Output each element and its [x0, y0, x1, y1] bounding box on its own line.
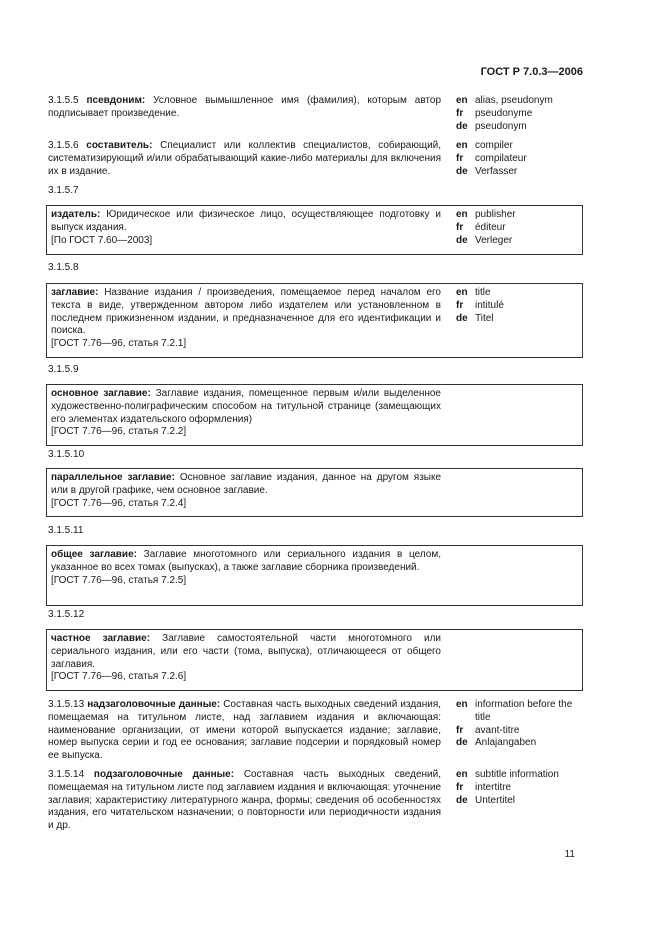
translations-information-before-title: en information before the title fr avant-titre de Anlaįangaben — [456, 699, 573, 749]
translations-publisher: en publisher fr éditeur de Verleger — [456, 209, 516, 246]
entry-reference: [ГОСТ 7.76—96, статья 7.2.4] — [51, 497, 187, 509]
translations-subtitle-information: en subtitle information fr intertitre de Untertitel — [456, 769, 559, 806]
entry-number: 3.1.5.7 — [48, 185, 79, 196]
entry-term: подзаголовочные данные: — [93, 769, 235, 780]
entry-number: 3.1.5.12 — [48, 609, 85, 620]
entry-reference: [ГОСТ 7.76—96, статья 7.2.6] — [51, 671, 187, 683]
translations-compiler: en compiler fr compilateur de Verfasser — [456, 140, 527, 177]
entry-definition: Основное заглавие издания, данное на другом языке или в другой графике, чем основное заглавие. — [51, 472, 442, 496]
definition-box-main-title — [46, 384, 583, 446]
entry-subtitle-information — [48, 769, 441, 833]
entry-number: 3.1.5.6 — [48, 140, 79, 151]
entry-number: 3.1.5.9 — [48, 364, 79, 375]
entry-number: 3.1.5.5 — [48, 95, 79, 106]
entry-term: частное заглавие: — [51, 633, 151, 644]
entry-compiler — [48, 140, 441, 178]
entry-information-before-title — [48, 699, 441, 763]
translations-title: en title fr intitulé de Titel — [456, 287, 504, 324]
definition-box-dependent-title — [46, 629, 583, 691]
entry-term: общее заглавие: — [51, 549, 137, 560]
entry-definition: Название издания / произведения, помещаемое перед началом его текста в виде, утвержденном автором либо издателем или установленном в последнем прижизненном издании, и предназначенное для его идентификации и поиска. — [51, 287, 441, 337]
entry-definition: Заглавие издания, помещенное первым и/или выделенное художественно-полиграфическим способом на титульной странице (замещающих его элементах издательского оформления) — [51, 388, 441, 425]
translations-pseudonym: en alias, pseudonym fr pseudonyme de pseudonym — [456, 95, 553, 132]
entry-term: надзаголовочные данные: — [87, 699, 221, 710]
entry-term: заглавие: — [51, 287, 99, 298]
entry-definition: Составная часть выходных сведений, помещаемая на титульном листе под заглавием издания и включающая: уточнение заглавия; характеристику литературного жанра, формы; сведения об особенностях издания, его читательском назначении; о повторности или периодичности издания и др. — [48, 769, 441, 832]
entry-number: 3.1.5.11 — [48, 525, 84, 536]
entry-reference: [По ГОСТ 7.60—2003] — [51, 234, 153, 246]
entry-number: 3.1.5.13 — [48, 699, 85, 710]
page-number: 11 — [564, 849, 575, 860]
entry-number: 3.1.5.10 — [48, 449, 85, 460]
entry-definition: Юридическое или физическое лицо, осуществляющее подготовку и выпуск издания. — [51, 209, 441, 233]
entry-term: параллельное заглавие: — [51, 472, 175, 483]
entry-number: 3.1.5.14 — [48, 769, 85, 780]
entry-number: 3.1.5.8 — [48, 262, 79, 273]
entry-term: составитель: — [86, 140, 153, 151]
entry-term: псевдоним: — [86, 95, 146, 106]
entry-pseudonym — [48, 95, 441, 121]
entry-reference: [ГОСТ 7.76—96, статья 7.2.1] — [51, 338, 187, 350]
definition-box-parallel-title — [46, 468, 583, 517]
entry-reference: [ГОСТ 7.76—96, статья 7.2.2] — [51, 426, 187, 438]
entry-reference: [ГОСТ 7.76—96, статья 7.2.5] — [51, 574, 187, 586]
entry-term: издатель: — [51, 209, 101, 220]
entry-definition: Составная часть выходных сведений издания, помещаемая на титульном листе, над заглавием издания и включающая: наименование организации, от имени которой выпускается издание; заглавие, номер выпуска серии и год ее основания; заглавие подсерии и порядковый номер ее выпуска. — [48, 699, 442, 762]
entry-definition: Заглавие многотомного или сериального издания в целом, указанное во всех томах (выпусках), а также заглавие сборника произведений. — [51, 549, 442, 573]
document-header: ГОСТ Р 7.0.3—2006 — [480, 66, 583, 78]
definition-box-common-title — [46, 545, 583, 606]
entry-definition: Заглавие самостоятельной части многотомного или сериального издания, или его части (тома, выпуска), отличающееся от общего заглавия. — [51, 633, 441, 670]
entry-term: основное заглавие: — [51, 388, 151, 399]
entry-definition: Специалист или коллектив специалистов, собирающий, систематизирующий и/или обрабатывающий какие-либо материалы для включения их в издание. — [48, 140, 442, 177]
entry-definition: Условное вымышленное имя (фамилия), которым автор подписывает произведение. — [48, 95, 442, 119]
